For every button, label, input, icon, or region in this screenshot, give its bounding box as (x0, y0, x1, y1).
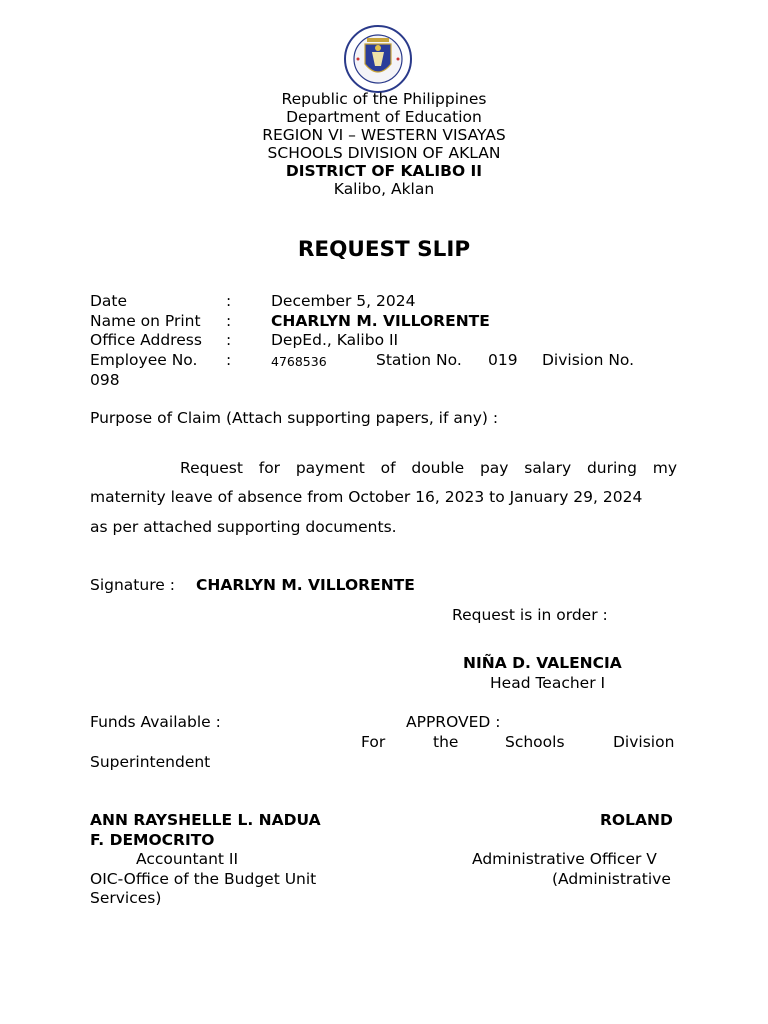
approved-label: APPROVED : (406, 713, 501, 731)
admin-officer-position: Administrative Officer V (472, 850, 657, 868)
admin-officer-office: (Administrative (552, 870, 671, 888)
purpose-text-line1: Request for payment of double pay salary during my (180, 459, 677, 477)
accountant-name: ANN RAYSHELLE L. NADUA (90, 811, 321, 829)
funds-available-label: Funds Available : (90, 713, 221, 731)
for-word: For (361, 733, 386, 751)
header-division: SCHOOLS DIVISION OF AKLAN (267, 144, 501, 162)
signature-label: Signature : (90, 576, 175, 594)
accountant-position: Accountant II (136, 850, 239, 868)
name-value: CHARLYN M. VILLORENTE (271, 312, 490, 330)
division-word: Division (613, 733, 675, 751)
purpose-text-line2: maternity leave of absence from October 16, 2023 to January 29, 2024 (90, 488, 643, 506)
head-teacher-name: NIÑA D. VALENCIA (463, 654, 622, 672)
station-label: Station No. (376, 351, 462, 369)
header-district: DISTRICT OF KALIBO II (285, 162, 483, 180)
admin-officer-name-rest: F. DEMOCRITO (90, 831, 215, 849)
division-value: 098 (90, 371, 120, 389)
header-region: REGION VI – WESTERN VISAYAS (262, 126, 506, 144)
the-word: the (433, 733, 459, 751)
superintendent-word: Superintendent (90, 753, 211, 771)
date-value: December 5, 2024 (271, 292, 416, 310)
purpose-text-line3: as per attached supporting documents. (90, 518, 397, 536)
station-value: 019 (488, 351, 518, 369)
schools-word: Schools (505, 733, 565, 751)
admin-officer-name-first: ROLAND (600, 811, 673, 829)
deped-seal (341, 24, 415, 94)
employee-value: 4768536 (271, 354, 327, 369)
office-value: DepEd., Kalibo II (271, 331, 399, 349)
employee-label: Employee No. (90, 351, 198, 369)
name-label: Name on Print (90, 312, 201, 330)
employee-colon: : (226, 351, 232, 369)
division-label: Division No. (542, 351, 635, 369)
header-department: Department of Education (286, 108, 482, 126)
date-colon: : (226, 292, 232, 310)
date-label: Date (90, 292, 128, 310)
office-colon: : (226, 331, 232, 349)
header-country: Republic of the Philippines (281, 90, 487, 108)
head-teacher-position: Head Teacher I (490, 674, 606, 692)
office-label: Office Address (90, 331, 202, 349)
name-colon: : (226, 312, 232, 330)
page-title: REQUEST SLIP (297, 237, 471, 262)
purpose-label: Purpose of Claim (Attach supporting papers, if any) : (90, 409, 499, 427)
signature-name: CHARLYN M. VILLORENTE (196, 576, 415, 594)
accountant-office: OIC-Office of the Budget Unit (90, 870, 317, 888)
header-location: Kalibo, Aklan (333, 180, 435, 198)
in-order-label: Request is in order : (452, 606, 608, 624)
admin-officer-office-cont: Services) (90, 889, 162, 907)
